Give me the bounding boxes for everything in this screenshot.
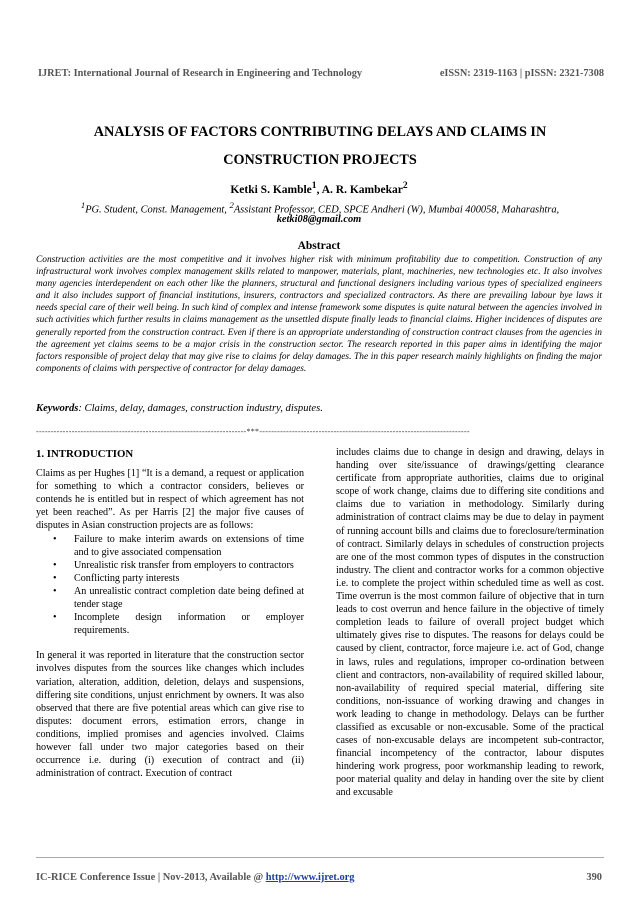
author-2-sup: 2 xyxy=(402,180,408,191)
keywords-text: : Claims, delay, damages, construction industry, disputes. xyxy=(78,403,323,414)
issn: eISSN: 2319-1163 | pISSN: 2321-7308 xyxy=(439,68,604,79)
left-column xyxy=(36,446,304,780)
keywords xyxy=(36,403,602,414)
section-separator: -----------------------------------------------------------------------***----------------------------------------------------------------------- xyxy=(36,427,470,436)
page-number: 390 xyxy=(586,872,602,883)
running-footer xyxy=(36,872,602,883)
author-1-sup: 1 xyxy=(311,180,317,191)
keywords-label: Keywords xyxy=(36,403,79,414)
journal-name: IJRET: International Journal of Research in Engineering and Technology xyxy=(38,68,363,79)
dispute-causes-list xyxy=(36,533,304,638)
intro-heading: 1. INTRODUCTION xyxy=(36,448,134,460)
running-header xyxy=(38,68,604,79)
list-item: • Conflicting party interests xyxy=(74,572,304,585)
title-line-1: ANALYSIS OF FACTORS CONTRIBUTING DELAYS AND CLAIMS IN xyxy=(93,124,547,140)
author-1: Ketki S. Kamble xyxy=(230,183,312,196)
authors xyxy=(0,180,638,196)
journal-link[interactable]: http://www.ijret.org xyxy=(265,872,355,883)
intro-paragraph-2: In general it was reported in literature that the construction sector involves disputes from the sources like changes which includes variation, alteration, addition, deletion, delays and suspensions, differing site conditions, unjust enrichment by owners. It was also observed that there are five potential areas which can give rise to disputes: document errors, estimation errors, change in conditions, implied promises and agencies involved. Claims however fall under two major categories based on their occurrence i.e. during (i) execution of contract and (ii) administration of contract. Execution of contract xyxy=(36,650,304,780)
paper-title xyxy=(30,118,610,174)
affil-sup-2: 2 xyxy=(229,200,234,210)
right-column xyxy=(336,446,604,800)
affil-sup-1: 1 xyxy=(80,200,86,210)
list-item: • Failure to make interim awards on extensions of time and to give associated compensation xyxy=(74,533,304,559)
affil-part-1: PG. Student, Const. Management, xyxy=(85,204,230,216)
intro-paragraph-1: Claims as per Hughes [1] “It is a demand, a request or application for something to which a contractor considers, believes or contends he is entitled but in respect of which agreement has not yet been reached”. As per Harris [2] the major five causes of disputes in Asian construction projects are as follows: xyxy=(36,468,304,532)
author-2: A. R. Kambekar xyxy=(321,183,403,196)
author-email: ketki08@gmail.com xyxy=(276,214,362,225)
affil-part-2: Assistant Professor, CED, SPCE Andheri (W), Mumbai 400058, Maharashtra, xyxy=(233,204,560,216)
list-item: • Unrealistic risk transfer from employers to contractors xyxy=(74,559,304,572)
title-line-2: CONSTRUCTION PROJECTS xyxy=(223,152,417,168)
footer-rule xyxy=(36,857,604,858)
footer-text: IC-RICE Conference Issue | Nov-2013, Available @ xyxy=(36,872,266,883)
list-item: • An unrealistic contract completion date being defined at tender stage xyxy=(74,585,304,611)
list-item: • Incomplete design information or employer requirements. xyxy=(74,611,304,637)
abstract-heading: Abstract xyxy=(297,240,341,252)
author-separator: , xyxy=(316,183,322,196)
abstract-text: Construction activities are the most competitive and it involves higher risk with minimum profitability due to competition. Construction of any infrastructural work involves complex management skills related to manpower, materials, plant, machineries, new technologies etc. It also involves many agencies interdependent on each other like the planners, structural and functional designers including various types of specialized engineers and it also includes support of financial institutions, insurers, contractors and specialized contractors. As there are prevailing labour bye laws it needs special care of their well being. In such kind of complex and intense framework some disputes is quite natural between the agencies involved in such activities which further results in claims management as the unsettled dispute finally leads to financial claims. Higher incidences of disputes are generally reported from the construction contract. Even if there is an appropriate understanding of construction contract clauses from the agencies in the agreement yet claims seems to be a major crisis in the construction sector. The research reported in this paper aims in identifying the major factors responsible of project delay that may give rise to claims for delay damages. The in this paper research mainly highlights on finding the major components of claims with perspective of contractor for delay damages. xyxy=(36,255,602,374)
intro-paragraph-3: includes claims due to change in design and drawing, delays in handing over site/issuance of drawings/getting clearance certificate from appropriate authorities, claims due to original scope of work change, claims due to differing site conditions and claims due to variation in methodology. Similarly during administration of contract claims may be due to delay in payment of running account bills and claims due to foreclosure/termination of contract. Similarly delays in schedules of construction projects are one of the most common types of disputes in the construction industry. The client and contractor works for a common objective i.e. to complete the project within scheduled time as well as cost. Time overrun is the most common failure of objective that in turn leads to cost overrun and hence failure in the objective of timely completion leads to failure of overall project budget which ultimately gives rise to disputes. The reasons for delays could be caused by client, contractor, force majeure i.e. act of God, change in laws, rules and regulations, improper co-ordination between client and contractors, non-availability of required skilled labour, non-availability of required special material, differing site conditions, non-issuance of working drawing and changes in work leading to change in methodology. Delays can be further classified as excusable or non-excusable. Some of the practical cases of non-excusable delays are incompetent sub-contractor, financial incompetency of the contractor, labour disputes hindering work progress, poor workmanship leading to rework, poor material quality and delay in handing over the site by client and excusable xyxy=(336,447,604,799)
